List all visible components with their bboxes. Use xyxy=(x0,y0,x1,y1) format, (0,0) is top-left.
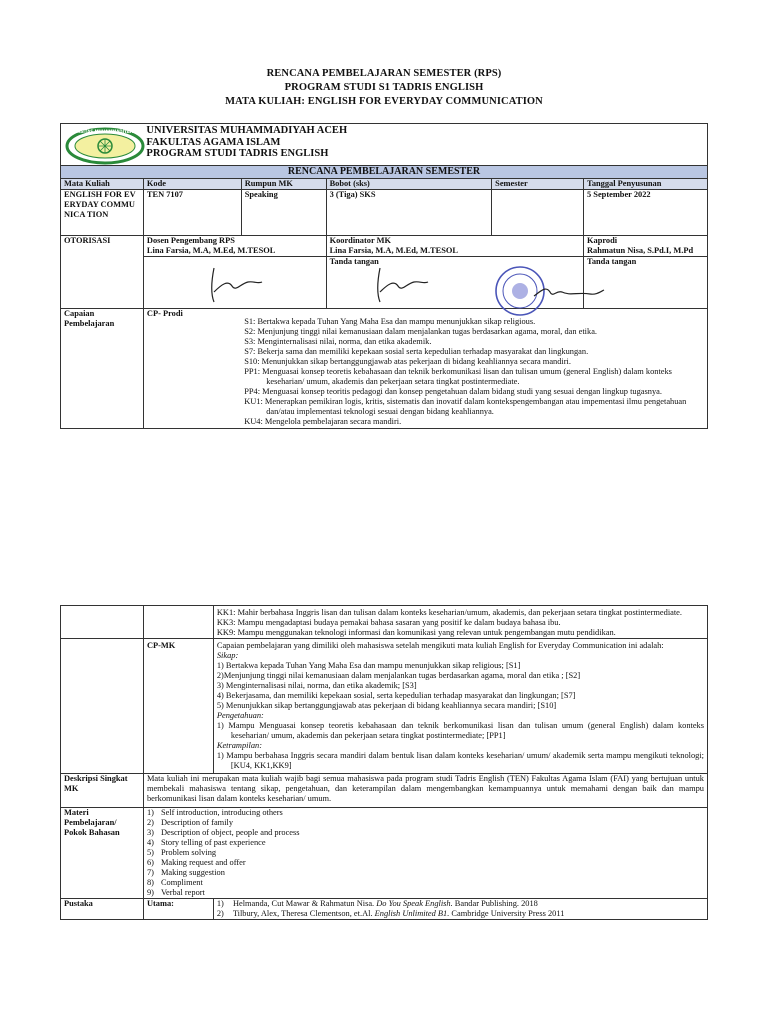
cp-item: S7: Bekerja sama dan memiliki kepekaan sosial serta kepedulian terhadap masyarakat dan lingkungan. xyxy=(244,347,589,356)
university-logo xyxy=(64,126,146,166)
kaprodi-stamp xyxy=(490,266,608,321)
otorisasi-row xyxy=(61,236,708,257)
cp-item: S2: Menjunjung tinggi nilai kemanusiaan dalam menjalankan tugas berdasarkan agama, moral, dan etika. xyxy=(244,327,598,336)
header-mata-kuliah: Mata Kuliah xyxy=(61,179,144,190)
cp-item: PP4: Menguasai konsep teoritis pedagogi dan konsep pengetahuan dalam bidang studi yang sesuai dengan lingkup tugasnya. xyxy=(244,387,662,396)
course-title: MATA KULIAH: ENGLISH FOR EVERYDAY COMMUNICATION xyxy=(225,96,543,107)
pengetahuan-label: Pengetahuan: xyxy=(216,711,264,720)
value-semester xyxy=(492,190,584,236)
sikap-item: 3) Menginternalisasi nilai, norma, dan etika akademik; [S3] xyxy=(216,681,417,690)
kaprodi-cell xyxy=(584,236,708,257)
materi-item: 8) Compliment xyxy=(146,878,203,887)
pustaka-list xyxy=(213,899,707,920)
cp-item: PP1: Menguasai konsep teoretis kebahasaan dan teknik berkomunikasi lisan dan tulisan umum (general English) dalam konteks keseharian/ umum, akademis dan pekerjaan setara tingkat postintermediate. xyxy=(244,367,672,386)
dosen-cell xyxy=(143,236,326,257)
tanda-tangan-label: Tanda tangan xyxy=(329,257,379,266)
cp-prodi-list xyxy=(241,309,707,429)
materi-label: Materi Pembelajaran/ Pokok Bahasan xyxy=(61,808,144,899)
cp-prodi-label: CP- Prodi xyxy=(143,309,241,429)
signature-koordinator xyxy=(362,262,432,313)
keterampilan-item: 1) Mampu berbahasa Inggris secara mandiri dalam bentuk lisan dalam konteks keseharian/ umum/ akademik serta mampu mengikuti teknologi; [KU4, KK1,KK9] xyxy=(216,751,704,770)
kaprodi-name: Rahmatun Nisa, S.Pd.I, M.Pd xyxy=(587,246,694,255)
institution-cell xyxy=(143,124,707,166)
materi-item: 4) Story telling of past experience xyxy=(146,838,266,847)
cpmk-content xyxy=(213,639,707,774)
capaian-label: Capaian Pembelajaran xyxy=(61,309,144,429)
dosen-name: Lina Farsia, M.A, M.Ed, M.TESOL xyxy=(146,246,276,255)
sikap-item: 4) Bekerjasama, dan memiliki kepekaan sosial, serta kepedulian terhadap masyarakat dan lingkungan; [S7] xyxy=(216,691,576,700)
rps-title: RENCANA PEMBELAJARAN SEMESTER (RPS) xyxy=(266,68,502,79)
pengetahuan-item: 1) Mampu Menguasai konsep teoretis kebahasaan dan teknik berkomunikasi lisan dan tulisan umum (general English) dalam konteks keseharian/ umum, akademis dan pekerjaan setara tingkat postintermediate; [PP1] xyxy=(216,721,704,740)
pustaka-item: 1) Helmanda, Cut Mawar & Rahmatun Nisa. Do You Speak English. Bandar Publishing. 2018 xyxy=(216,899,538,908)
header-kode: Kode xyxy=(143,179,241,190)
kk-item: KK1: Mahir berbahasa Inggris lisan dan tulisan dalam konteks keseharian/umum, akademis, dan pekerjaan setara tingkat postintermediate. xyxy=(216,608,682,617)
header-bobot: Bobot (sks) xyxy=(326,179,492,190)
utama-label: Utama: xyxy=(143,899,213,920)
cp-item: KU1: Menerapkan pemikiran logis, kritis, sistematis dan inovatif dalam kontekspengembangan atau impementasi ilmu pengetahuan dan/atau implementasi teknologi sesuai dengan bidang keahliannya. xyxy=(244,397,687,416)
rps-band: RENCANA PEMBELAJARAN SEMESTER xyxy=(61,166,708,179)
kk-empty-label xyxy=(61,606,144,639)
cp-item: S3: Menginternalisasi nilai, norma, dan etika akademik. xyxy=(244,337,432,346)
header-rumpun: Rumpun MK xyxy=(241,179,326,190)
materi-row xyxy=(61,808,708,899)
kk-empty-sub xyxy=(143,606,213,639)
value-tanggal: 5 September 2022 xyxy=(584,190,708,236)
kk-item: KK3: Mampu mengadaptasi budaya pemakai bahasa sasaran yang positif ke dalam budaya bahasa ibu. xyxy=(216,618,561,627)
pustaka-item: 2) Tilbury, Alex, Theresa Clementson, et.Al. English Unlimited B1. Cambridge University Press 2011 xyxy=(216,909,565,918)
materi-list xyxy=(143,808,707,899)
kaprodi-title: Kaprodi xyxy=(587,236,618,245)
value-rumpun: Speaking xyxy=(241,190,326,236)
cp-item: S1: Bertakwa kepada Tuhan Yang Maha Esa dan mampu menunjukkan sikap religious. xyxy=(244,317,536,326)
materi-item: 7) Making suggestion xyxy=(146,868,225,877)
course-value-row xyxy=(61,190,708,236)
cp-item: S10: Menunjukkan sikap bertanggungjawab atas pekerjaan di bidang keahliannya secara mandiri. xyxy=(244,357,571,366)
otorisasi-label: OTORISASI xyxy=(61,236,144,309)
logo-text: UNIVERSITAS MUHAMMADIYAH ACEH xyxy=(64,129,146,134)
value-bobot: 3 (Tiga) SKS xyxy=(326,190,492,236)
cpmk-intro: Capaian pembelajaran yang dimiliki oleh mahasiswa setelah mengikuti mata kuliah English for Everyday Communication ini adalah: xyxy=(216,641,664,650)
header-semester: Semester xyxy=(492,179,584,190)
program-title: PROGRAM STUDI S1 TADRIS ENGLISH xyxy=(284,82,484,93)
materi-item: 5) Problem solving xyxy=(146,848,217,857)
faculty-name: FAKULTAS AGAMA ISLAM xyxy=(146,136,281,148)
capaian-row xyxy=(61,309,708,429)
sikap-item: 1) Bertakwa kepada Tuhan Yang Maha Esa dan mampu menunjukkan sikap religious; [S1] xyxy=(216,661,521,670)
kk-list xyxy=(213,606,707,639)
cp-item: KU4: Mengelola pembelajaran secara mandiri. xyxy=(244,417,402,426)
value-mata-kuliah: ENGLISH FOR EVERYDAY COMMUNICA TION xyxy=(61,190,144,236)
program-name: PROGRAM STUDI TADRIS ENGLISH xyxy=(146,148,329,159)
deskripsi-row xyxy=(61,774,708,808)
deskripsi-text: Mata kuliah ini merupakan mata kuliah wajib bagi semua mahasiswa pada program studi Tadris English (TEN) Fakultas Agama Islam (FAI) yang bertujuan untuk membekali mahasiswa tentang sikap, pengetahuan, dan keterampilan dalam mengembangkan kemampuannya untuk memahami dengan baik dan mampu berkomunikasi lisan dalam konteks keseharian/ umum. xyxy=(143,774,707,808)
sikap-label: Sikap: xyxy=(216,651,239,660)
value-kode: TEN 7107 xyxy=(143,190,241,236)
signature-dosen xyxy=(196,262,266,313)
materi-item: 9) Verbal report xyxy=(146,888,205,897)
materi-item: 6) Making request and offer xyxy=(146,858,246,867)
kk-row xyxy=(61,606,708,639)
pustaka-label: Pustaka xyxy=(61,899,144,920)
dosen-title: Dosen Pengembang RPS xyxy=(146,236,235,245)
pustaka-row xyxy=(61,899,708,920)
cpmk-row xyxy=(61,639,708,774)
koordinator-cell xyxy=(326,236,583,257)
materi-item: 3) Description of object, people and process xyxy=(146,828,300,837)
sikap-item: 2)Menjunjung tinggi nilai kemanusiaan dalam menjalankan tugas berdasarkan agama, moral dan etika ; [S2] xyxy=(216,671,581,680)
keterampilan-label: Ketrampilan: xyxy=(216,741,262,750)
sikap-item: 5) Menunjukkan sikap bertanggungjawab atas pekerjaan di bidang keahliannya secara mandiri; [S10] xyxy=(216,701,557,710)
materi-item: 1) Self introduction, introducing others xyxy=(146,808,283,817)
koordinator-title: Koordinator MK xyxy=(329,236,392,245)
university-name: UNIVERSITAS MUHAMMADIYAH ACEH xyxy=(146,125,348,136)
koordinator-name: Lina Farsia, M.A, M.Ed, M.TESOL xyxy=(329,246,458,255)
tanda-tangan-label: Tanda tangan xyxy=(587,257,637,266)
deskripsi-label: Deskripsi Singkat MK xyxy=(61,774,144,808)
materi-item: 2) Description of family xyxy=(146,818,234,827)
rps-table-page2 xyxy=(60,605,708,920)
cpmk-empty-label xyxy=(61,639,144,774)
cpmk-label: CP-MK xyxy=(143,639,213,774)
header-tanggal: Tanggal Penyusunan xyxy=(584,179,708,190)
course-header-row xyxy=(61,179,708,190)
kk-item: KK9: Mampu menggunakan teknologi informasi dan komunikasi yang relevan untuk pengembangan mutu pendidikan. xyxy=(216,628,616,637)
